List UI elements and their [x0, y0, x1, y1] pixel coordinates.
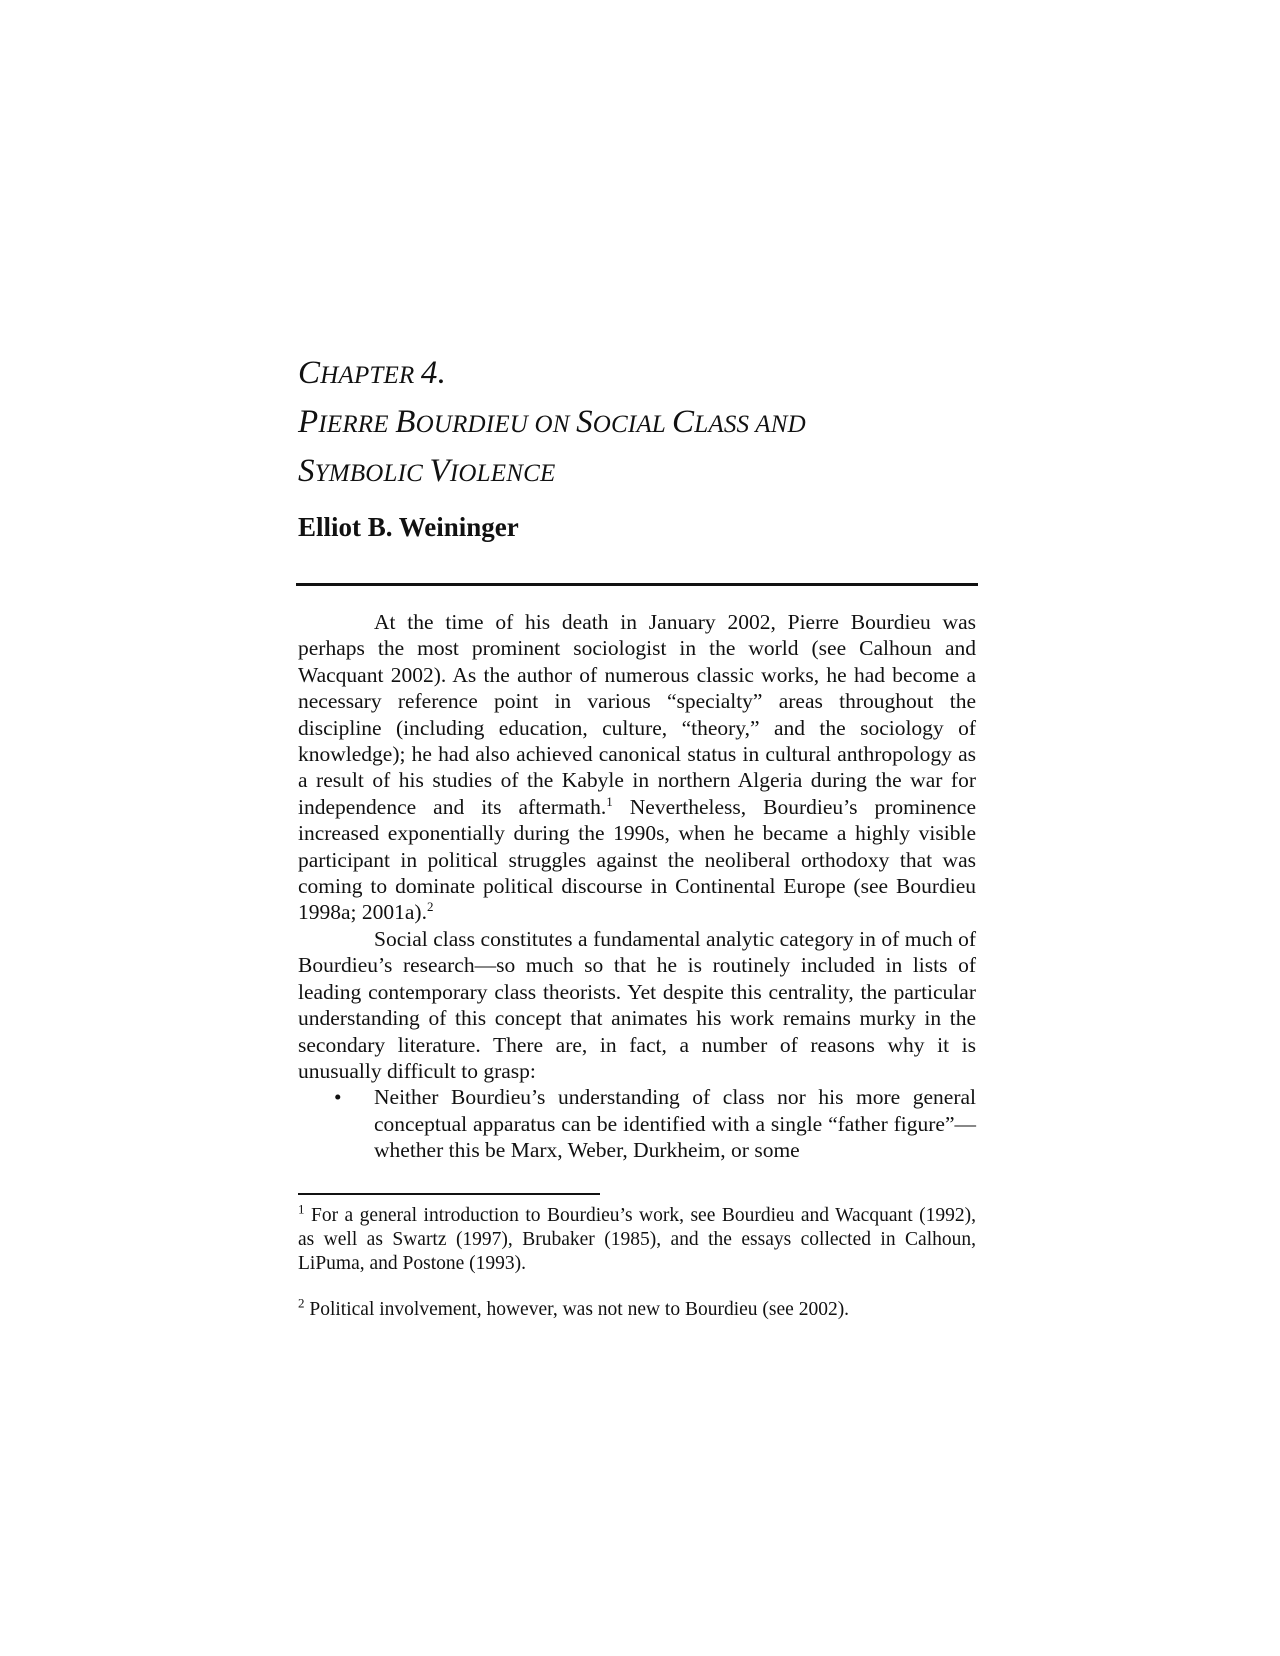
chapter-title — [298, 350, 976, 497]
title-part: 4. — [420, 355, 447, 391]
paragraph-1 — [298, 609, 976, 926]
title-part: IOLENCE — [449, 460, 556, 487]
title-part: LASS AND — [694, 411, 806, 438]
footnote-mark-1: 1 — [298, 1201, 305, 1217]
title-part: S — [576, 404, 593, 440]
title-part: C — [672, 404, 695, 440]
title-part: OCIAL — [592, 411, 673, 438]
title-part: C — [298, 355, 321, 391]
bullet-item — [298, 1084, 976, 1163]
footnote-separator — [298, 1193, 600, 1195]
paragraph-1-text-a: At the time of his death in January 2002, Pierre Bourdieu was perhaps the most prominent sociologist in the world (see Calhoun and Wacquant 2002). As the author of numerous classic works, he had become a necessary reference point in various “specialty” areas throughout the discipline (including education, culture, “theory,” and the sociology of knowledge); he had also achieved canonical status in cultural anthropology as a result of his studies of the Kabyle in northern Algeria during the war for independence and its aftermath. — [298, 610, 976, 819]
footnote-2-text: Political involvement, however, was not new to Bourdieu (see 2002). — [304, 1299, 850, 1320]
footnote-mark-2: 2 — [298, 1295, 305, 1311]
footnote-2 — [298, 1295, 976, 1322]
footnote-ref-2[interactable]: 2 — [426, 899, 434, 915]
footnote-1-text: For a general introduction to Bourdieu’s work, see Bourdieu and Wacquant (1992), as well as Swartz (1997), Brubaker (1985), and the essays collected in Calhoun, LiPuma, and Postone (1993). — [298, 1205, 976, 1274]
footnote-ref-1[interactable]: 1 — [606, 793, 613, 809]
title-divider — [296, 583, 978, 586]
title-part: P — [298, 404, 319, 440]
paragraph-2: Social class constitutes a fundamental analytic category in of much of Bourdieu’s research—so much so that he is routinely included in lists of leading contemporary class theorists. Yet despite this centrality, the particular understanding of this concept that animates his work remains murky in the secondary literature. There are, in fact, a number of reasons why it is unusually difficult to grasp: — [298, 926, 976, 1083]
paragraph-1-text-b: Nevertheless, Bourdieu’s prominence increased exponentially during the 1990s, when he became a highly visible participant in political struggles against the neoliberal orthodoxy that was coming to dominate political discourse in Continental Europe (see Bourdieu 1998a; 2001a). — [298, 794, 976, 925]
bullet-item-text: Neither Bourdieu’s understanding of class nor his more general conceptual apparatus can be identified with a single “father figure”—whether this be Marx, Weber, Durkheim, or some — [374, 1085, 976, 1163]
bullet-icon: • — [334, 1085, 342, 1110]
author-name: Elliot B. Weininger — [298, 512, 519, 542]
chapter-title-line-2 — [298, 399, 976, 448]
body-text — [298, 609, 976, 1164]
chapter-title-line-3 — [298, 448, 976, 497]
title-part: YMBOLIC — [314, 460, 430, 487]
title-part: IERRE — [318, 411, 396, 438]
title-part: S — [298, 453, 315, 489]
title-part: HAPTER — [320, 362, 421, 389]
title-part: OURDIEU ON — [415, 411, 577, 438]
title-part: B — [395, 404, 416, 440]
chapter-title-line-1 — [298, 350, 976, 399]
footnote-1 — [298, 1201, 976, 1276]
title-part: V — [429, 453, 450, 489]
